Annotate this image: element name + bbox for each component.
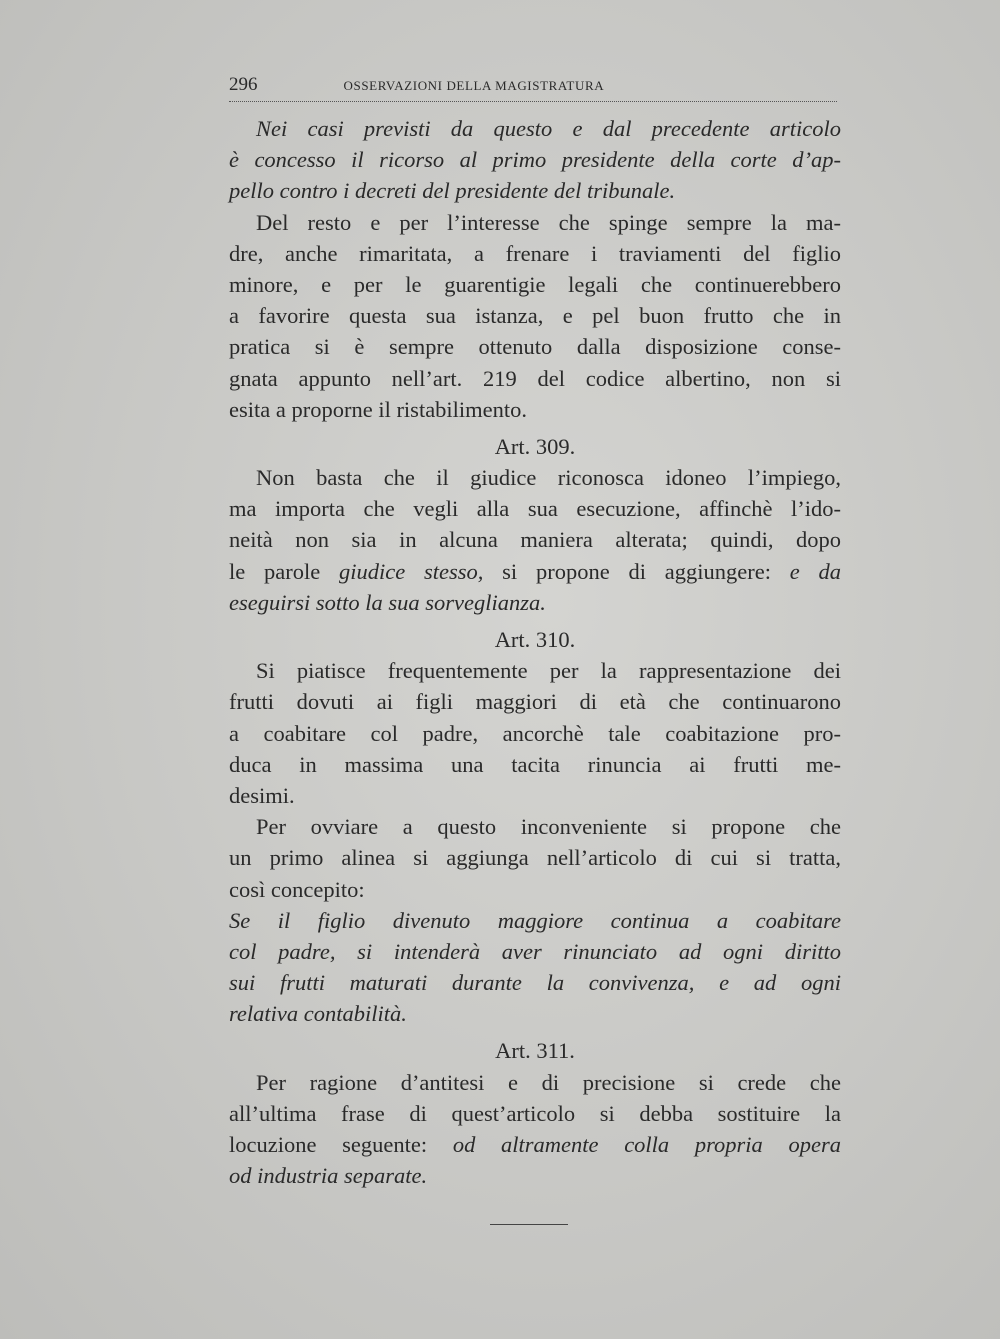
- text-line: è concesso il ricorso al primo presidente della corte d’ap-: [229, 147, 841, 173]
- text-line: duca in massima una tacita rinuncia ai frutti me-: [229, 751, 841, 777]
- text-line: od industria separate.: [229, 1163, 428, 1189]
- text-line: Del resto e per l’interesse che spinge sempre la ma-: [256, 209, 841, 235]
- text-line: frutti dovuti ai figli maggiori di età che continuarono: [229, 689, 841, 715]
- text-line: all’ultima frase di quest’articolo si debba sostituire la: [229, 1100, 841, 1126]
- text-run: locuzione seguente:: [229, 1132, 453, 1157]
- text-line: [229, 1129, 841, 1160]
- page-body: [229, 113, 841, 1191]
- text-line: così concepito:: [229, 876, 365, 902]
- quote-line: relativa contabilità.: [229, 1001, 407, 1027]
- running-title: OSSERVAZIONI DELLA MAGISTRATURA: [343, 78, 605, 93]
- text-run-italic: e da: [789, 558, 841, 584]
- quote-line: Se il figlio divenuto maggiore continua a coabitare: [229, 907, 841, 933]
- text-line: ma importa che vegli alla sua esecuzione, affinchè l’ido-: [229, 496, 841, 522]
- text-line: [229, 556, 841, 587]
- text-line: eseguirsi sotto la sua sorveglianza.: [229, 589, 546, 615]
- text-line: un primo alinea si aggiunga nell’articolo di cui si tratta,: [229, 845, 841, 871]
- text-line: esita a proporne il ristabilimento.: [229, 396, 528, 422]
- section-end-rule: [490, 1224, 568, 1225]
- text-line: minore, e per le guarentigie legali che continuerebbero: [229, 271, 841, 297]
- text-line: gnata appunto nell’art. 219 del codice albertino, non si: [229, 365, 841, 391]
- text-line: pello contro i decreti del presidente del tribunale.: [229, 178, 676, 204]
- header-rule: [229, 101, 837, 102]
- article-heading-310: Art. 310.: [494, 627, 576, 652]
- article-heading-309: Art. 309.: [494, 433, 576, 459]
- text-run-italic: od altramente colla propria opera: [452, 1132, 841, 1157]
- article-heading-311: Art. 311.: [495, 1038, 575, 1064]
- quote-line: sui frutti maturati durante la convivenza, e ad ogni: [229, 970, 841, 996]
- text-run: le parole: [229, 558, 340, 584]
- text-run-italic: giudice stesso,: [339, 558, 484, 584]
- page-number: 296: [229, 74, 258, 95]
- text-line: neità non sia in alcuna maniera alterata; quindi, dopo: [229, 527, 841, 553]
- text-line: a favorire questa sua istanza, e pel buon frutto che in: [229, 303, 841, 329]
- text-line: Nei casi previsti da questo e dal precedente articolo: [256, 116, 841, 141]
- text-line: desimi.: [229, 782, 295, 808]
- text-run: si propone di aggiungere:: [483, 558, 790, 584]
- text-line: Non basta che il giudice riconosca idoneo l’impiego,: [256, 465, 841, 491]
- text-line: dre, anche rimaritata, a frenare i traviamenti del figlio: [229, 240, 841, 266]
- text-line: pratica si è sempre ottenuto dalla disposizione conse-: [229, 334, 841, 360]
- page-header: [229, 74, 837, 96]
- text-line: Per ragione d’antitesi e di precisione si crede che: [256, 1069, 841, 1095]
- text-line: a coabitare col padre, ancorchè tale coabitazione pro-: [229, 720, 841, 746]
- quote-line: col padre, si intenderà aver rinunciato ad ogni diritto: [229, 938, 841, 964]
- text-line: Per ovviare a questo inconveniente si propone che: [256, 814, 841, 840]
- text-line: Si piatisce frequentemente per la rappresentazione dei: [256, 658, 841, 684]
